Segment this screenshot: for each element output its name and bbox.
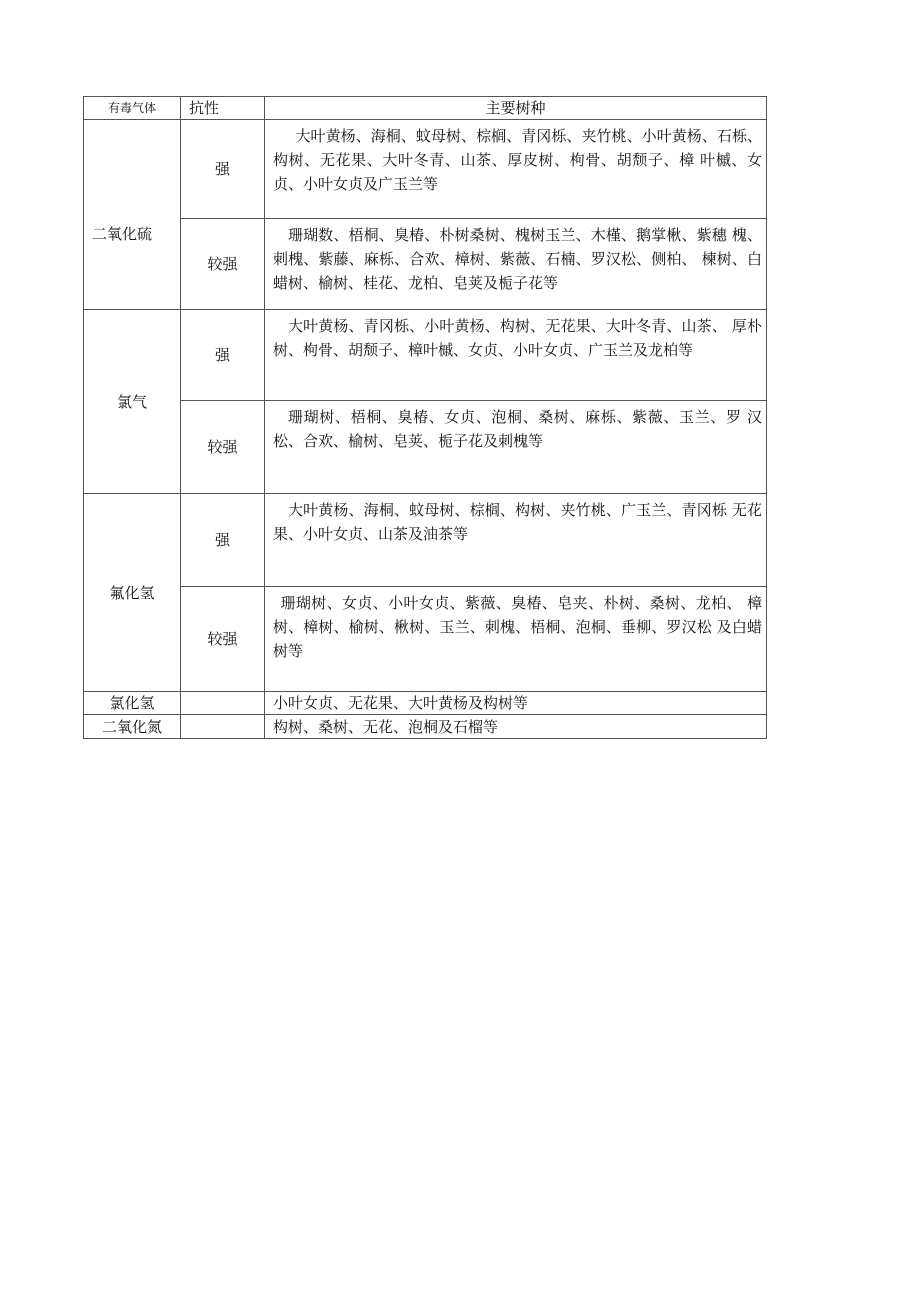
- resistance-label: [181, 692, 265, 715]
- gas-name-sulfur-dioxide: 二氧化硫: [84, 120, 181, 310]
- table-row: [84, 401, 767, 494]
- resistance-label: 强: [181, 310, 265, 401]
- gas-name-chlorine: 氯气: [84, 310, 181, 494]
- gas-name-hydrogen-fluoride: 氟化氢: [84, 494, 181, 692]
- resistance-label: 强: [181, 120, 265, 219]
- table-row: [84, 715, 767, 739]
- species-list: 大叶黄杨、海桐、蚊母树、棕榈、青冈栎、夹竹桃、小叶黄杨、石栎、构树、无花果、大叶冬青、山茶、厚皮树、枸骨、胡颓子、樟 叶槭、女贞、小叶女贞及广玉兰等: [265, 120, 767, 219]
- resistance-label: [181, 715, 265, 739]
- table-row: [84, 494, 767, 587]
- species-list: 小叶女贞、无花果、大叶黄杨及构树等: [265, 692, 767, 715]
- table-row: [84, 219, 767, 310]
- species-list: 珊瑚数、梧桐、臭椿、朴树桑树、槐树玉兰、木槿、鹅掌楸、紫穗 槐、刺槐、紫藤、麻栎、合欢、樟树、紫薇、石楠、罗汉松、侧柏、 楝树、白蜡树、榆树、桂花、龙柏、皂荚及栀子花等: [265, 219, 767, 310]
- table-row: [84, 692, 767, 715]
- header-toxic-gas: 有毒气体: [84, 97, 181, 120]
- species-list: 大叶黄杨、青冈栎、小叶黄杨、构树、无花果、大叶冬青、山茶、 厚朴树、枸骨、胡颓子、樟叶槭、女贞、小叶女贞、广玉兰及龙柏等: [265, 310, 767, 401]
- species-list: 构树、桑树、无花、泡桐及石榴等: [265, 715, 767, 739]
- gas-name-nitrogen-dioxide: 二氧化氮: [84, 715, 181, 739]
- table-row: [84, 587, 767, 692]
- species-list: 珊瑚树、梧桐、臭椿、女贞、泡桐、桑树、麻栎、紫薇、玉兰、罗 汉松、合欢、榆树、皂荚、栀子花及刺槐等: [265, 401, 767, 494]
- gas-name-hydrogen-chloride: 氯化氢: [84, 692, 181, 715]
- table-row: [84, 310, 767, 401]
- resistance-label: 较强: [181, 401, 265, 494]
- gas-resistant-trees-table: [83, 96, 767, 739]
- resistance-label: 较强: [181, 587, 265, 692]
- header-resistance: 抗性: [181, 97, 265, 120]
- header-row: [84, 97, 767, 120]
- species-list: 大叶黄杨、海桐、蚊母树、棕榈、构树、夹竹桃、广玉兰、青冈栎 无花果、小叶女贞、山茶及油茶等: [265, 494, 767, 587]
- header-main-species: 主要树种: [265, 97, 767, 120]
- resistance-label: 较强: [181, 219, 265, 310]
- table-row: [84, 120, 767, 219]
- resistance-label: 强: [181, 494, 265, 587]
- species-list: 珊瑚树、女贞、小叶女贞、紫薇、臭椿、皂夹、朴树、桑树、龙柏、 樟树、樟树、榆树、楸树、玉兰、刺槐、梧桐、泡桐、垂柳、罗汉松 及白蜡树等: [265, 587, 767, 692]
